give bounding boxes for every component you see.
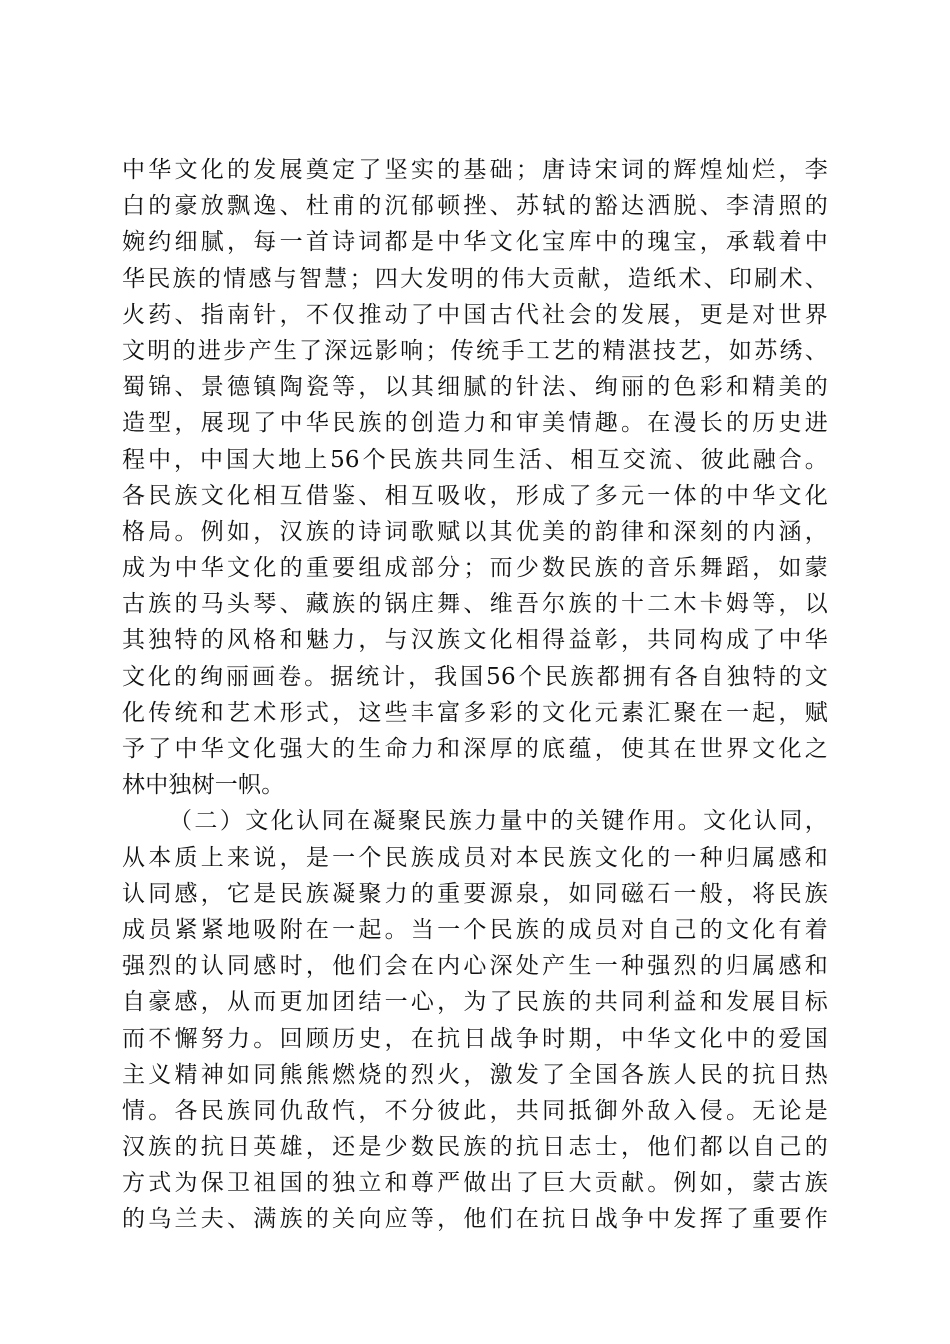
text-line: 火药、指南针，不仅推动了中国古代社会的发展，更是对世界	[122, 301, 828, 328]
text-line: 中华文化的发展奠定了坚实的基础；唐诗宋词的辉煌灿烂，李	[122, 157, 828, 183]
body-text	[122, 152, 828, 1238]
text-line: 予了中华文化强大的生命力和深厚的底蕴，使其在世界文化之	[122, 736, 828, 762]
text-line: 格局。例如，汉族的诗词歌赋以其优美的韵律和深刻的内涵，	[122, 518, 828, 545]
text-line: 主义精神如同熊熊燃烧的烈火，激发了全国各族人民的抗日热	[122, 1061, 828, 1088]
text-line: 自豪感，从而更加团结一心，为了民族的共同利益和发展目标	[122, 989, 828, 1016]
paragraph-2	[122, 803, 828, 1237]
text-line: 古族的马头琴、藏族的锅庄舞、维吾尔族的十二木卡姆等，以	[122, 591, 828, 618]
text-line: 情。各民族同仇敌忾，不分彼此，共同抵御外敌入侵。无论是	[122, 1097, 828, 1124]
text-line: 文明的进步产生了深远影响；传统手工艺的精湛技艺，如苏绣、	[122, 337, 828, 364]
text-line: 其独特的风格和魅力，与汉族文化相得益彰，共同构成了中华	[122, 627, 828, 654]
text-line: 华民族的情感与智慧；四大发明的伟大贡献，造纸术、印刷术、	[122, 265, 828, 292]
text-line: 的乌兰夫、满族的关向应等，他们在抗日战争中发挥了重要作	[122, 1206, 828, 1233]
text-line: 程中，中国大地上56个民族共同生活、相互交流、彼此融合。	[122, 446, 828, 473]
text-line: 林中独树一帜。	[122, 772, 285, 799]
text-line: 婉约细腻，每一首诗词都是中华文化宝库中的瑰宝，承载着中	[122, 229, 828, 256]
text-line: 而不懈努力。回顾历史，在抗日战争时期，中华文化中的爱国	[122, 1025, 828, 1052]
text-line: 白的豪放飘逸、杜甫的沉郁顿挫、苏轼的豁达洒脱、李清照的	[122, 193, 828, 220]
section-heading-line: （二）文化认同在凝聚民族力量中的关键作用。文化认同，	[169, 808, 828, 835]
text-line: 方式为保卫祖国的独立和尊严做出了巨大贡献。例如，蒙古族	[122, 1170, 828, 1197]
text-line: 各民族文化相互借鉴、相互吸收，形成了多元一体的中华文化	[122, 482, 828, 509]
text-line: 认同感，它是民族凝聚力的重要源泉，如同磁石一般，将民族	[122, 880, 828, 907]
text-line: 蜀锦、景德镇陶瓷等，以其细腻的针法、绚丽的色彩和精美的	[122, 374, 828, 401]
text-line: 成为中华文化的重要组成部分；而少数民族的音乐舞蹈，如蒙	[122, 555, 828, 582]
text-line: 强烈的认同感时，他们会在内心深处产生一种强烈的归属感和	[122, 953, 828, 980]
text-line: 汉族的抗日英雄，还是少数民族的抗日志士，他们都以自己的	[122, 1134, 828, 1161]
text-line: 成员紧紧地吸附在一起。当一个民族的成员对自己的文化有着	[122, 916, 828, 943]
text-line: 从本质上来说，是一个民族成员对本民族文化的一种归属感和	[122, 844, 828, 871]
text-line: 化传统和艺术形式，这些丰富多彩的文化元素汇聚在一起，赋	[122, 699, 828, 726]
paragraph-1	[122, 152, 828, 803]
text-line: 造型，展现了中华民族的创造力和审美情趣。在漫长的历史进	[122, 410, 828, 437]
text-line: 文化的绚丽画卷。据统计，我国56个民族都拥有各自独特的文	[122, 663, 828, 690]
